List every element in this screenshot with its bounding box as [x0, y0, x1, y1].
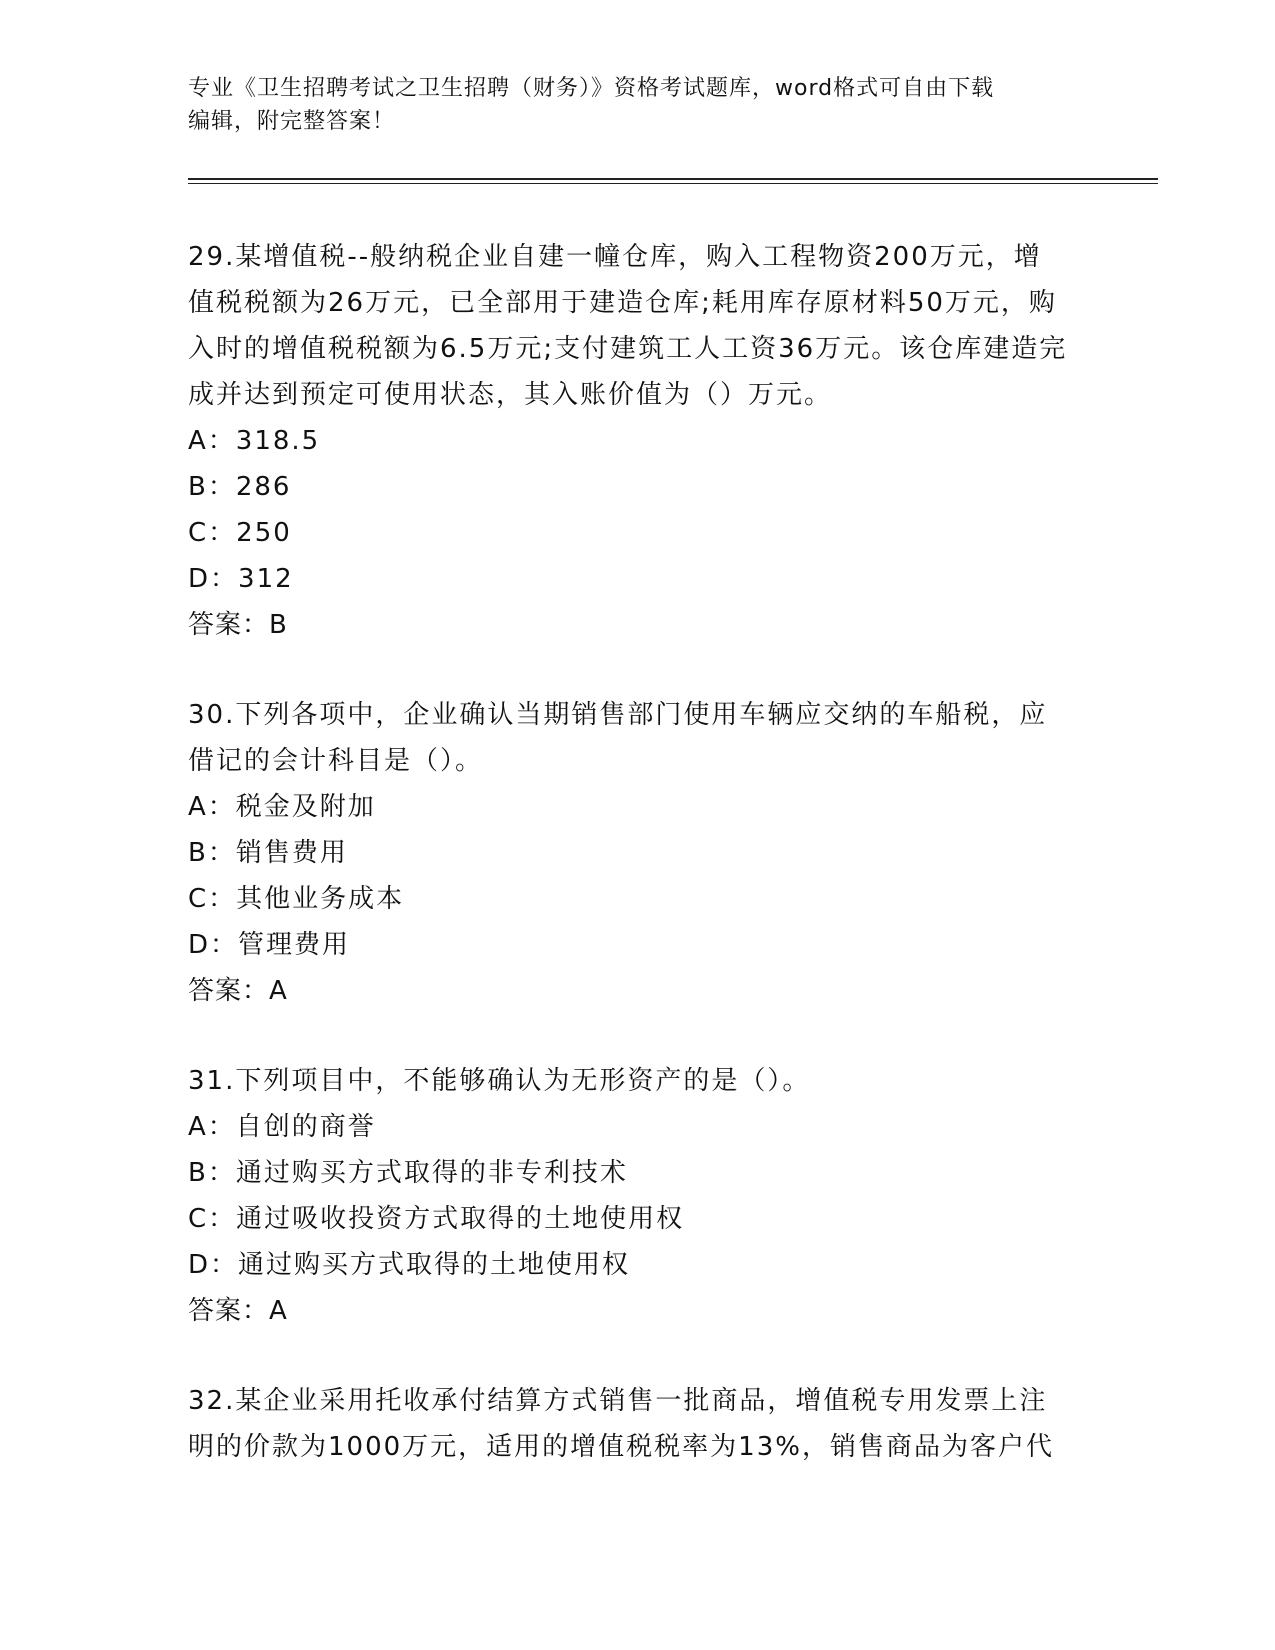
- option-b: B：销售费用: [188, 838, 348, 868]
- option-c: C：其他业务成本: [188, 884, 405, 914]
- question-30: [188, 692, 1068, 1014]
- header-rule-thick: [188, 178, 1158, 180]
- question-stem: 29.某增值税--般纳税企业自建一幢仓库，购入工程物资200万元，增值税税额为26万元，已全部用于建造仓库;耗用库存原材料50万元，购入时的增值税税额为6.5万元;支付建筑工人工资36万元。该仓库建造完成并达到预定可使用状态，其入账价值为（）万元。: [188, 242, 1068, 410]
- option-d: D：管理费用: [188, 930, 351, 960]
- question-31: [188, 1058, 1068, 1334]
- header-line-2: 编辑，附完整答案！: [188, 109, 396, 134]
- question-stem: 30.下列各项中，企业确认当期销售部门使用车辆应交纳的车船税，应借记的会计科目是（）。: [188, 700, 1048, 776]
- question-29: [188, 234, 1068, 648]
- question-32: [188, 1378, 1068, 1470]
- option-b: B：通过购买方式取得的非专利技术: [188, 1158, 628, 1188]
- option-a: A：318.5: [188, 426, 321, 456]
- option-c: C：250: [188, 518, 292, 548]
- header-line-1: 专业《卫生招聘考试之卫生招聘（财务）》资格考试题库，word格式可自由下载: [188, 76, 995, 101]
- answer-line: 答案：A: [188, 1296, 288, 1326]
- question-list: [188, 234, 1068, 1514]
- option-a: A：自创的商誉: [188, 1112, 376, 1142]
- question-stem: 31.下列项目中，不能够确认为无形资产的是（）。: [188, 1066, 811, 1096]
- document-header: [188, 72, 1088, 138]
- option-d: D：通过购买方式取得的土地使用权: [188, 1250, 631, 1280]
- option-b: B：286: [188, 472, 292, 502]
- option-c: C：通过吸收投资方式取得的土地使用权: [188, 1204, 685, 1234]
- option-d: D：312: [188, 564, 294, 594]
- question-stem: 32.某企业采用托收承付结算方式销售一批商品，增值税专用发票上注明的价款为1000万元，适用的增值税税率为13%，销售商品为客户代: [188, 1386, 1054, 1462]
- answer-line: 答案：A: [188, 976, 288, 1006]
- answer-line: 答案：B: [188, 610, 288, 640]
- option-a: A：税金及附加: [188, 792, 376, 822]
- header-rule-thin: [188, 183, 1158, 184]
